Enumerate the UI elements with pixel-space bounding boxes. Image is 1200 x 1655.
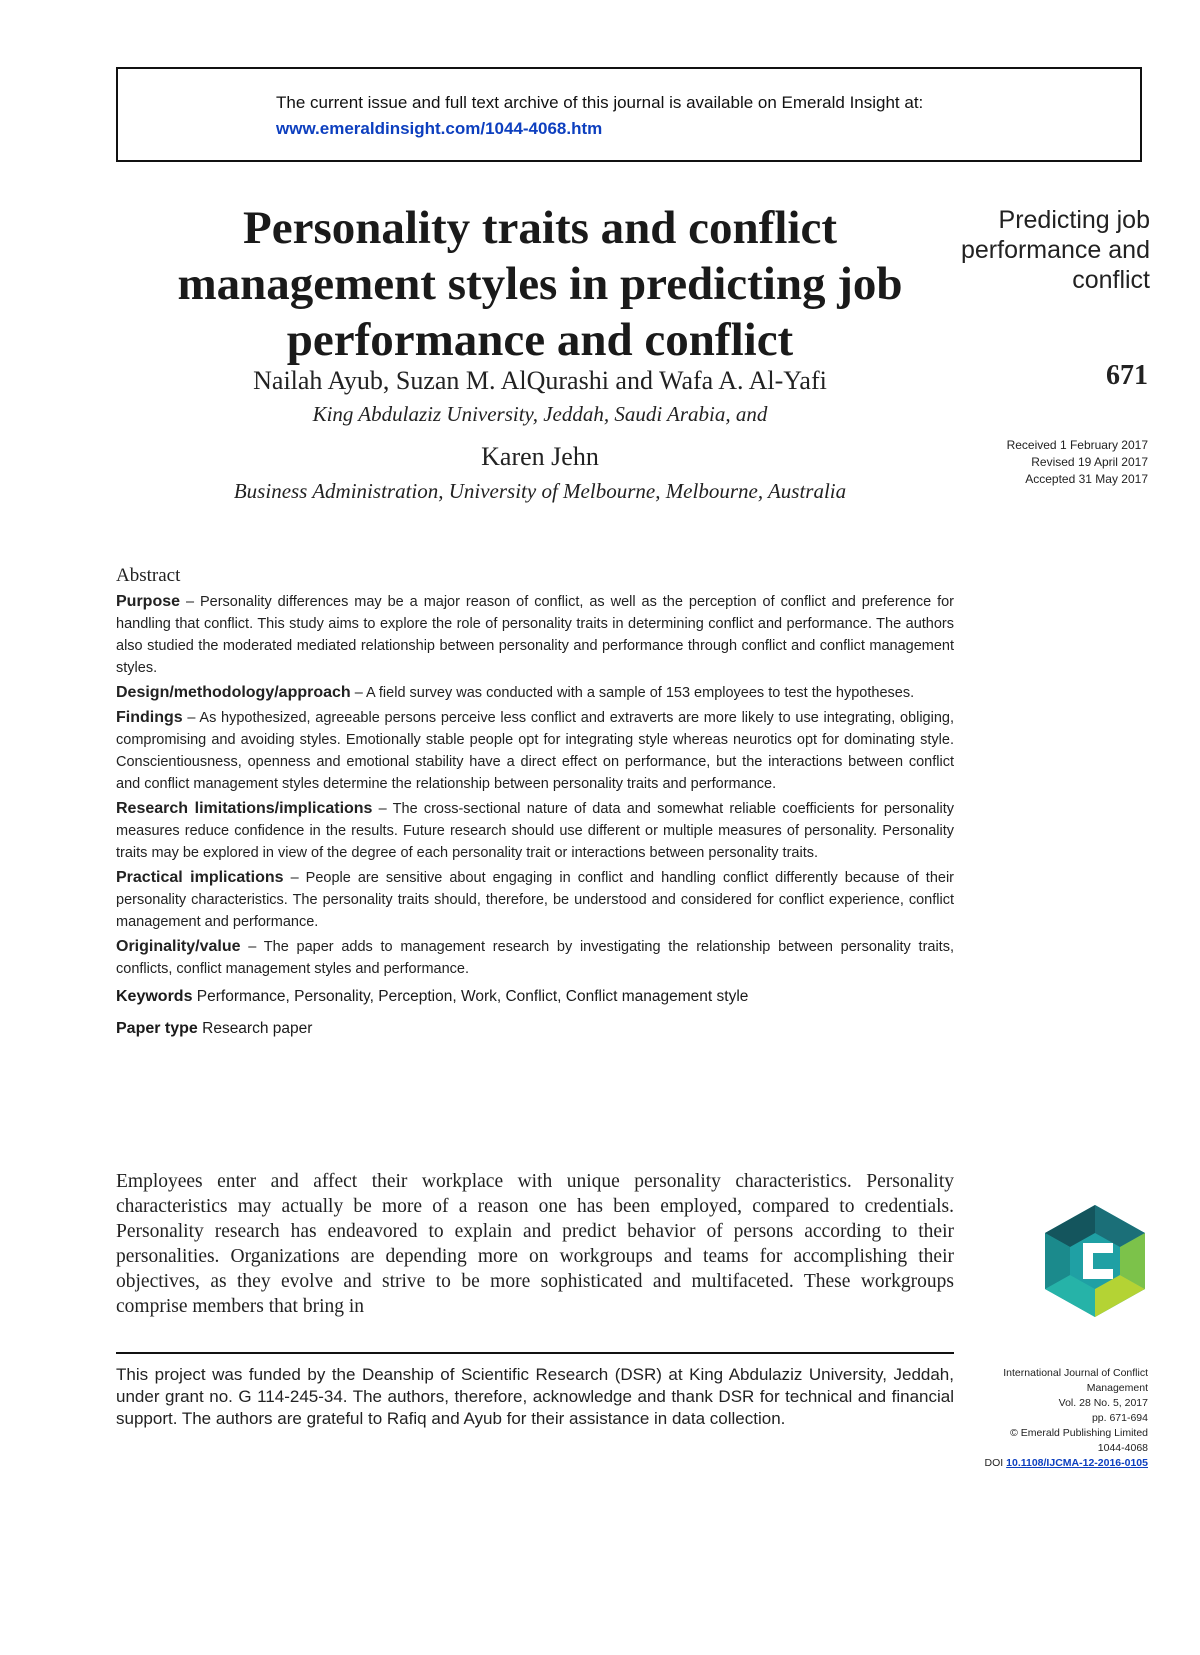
revised-date: Revised 19 April 2017: [1031, 455, 1148, 469]
running-head: Predicting job performance and conflict: [960, 206, 1150, 294]
journal-volume: Vol. 28 No. 5, 2017: [1058, 1397, 1148, 1409]
journal-name: International Journal of Conflict: [1003, 1367, 1148, 1379]
abstract-label: Design/methodology/approach: [116, 684, 351, 701]
abstract-section-practical: [116, 867, 954, 933]
affiliation-primary: King Abdulaziz University, Jeddah, Saudi Arabia, and: [312, 402, 768, 426]
doi-link[interactable]: 10.1108/IJCMA-12-2016-0105: [1006, 1457, 1148, 1469]
abstract-section-findings: [116, 707, 954, 795]
journal-pages: pp. 671-694: [1091, 1412, 1148, 1424]
journal-publisher: © Emerald Publishing Limited: [1010, 1427, 1148, 1439]
paper-title: Personality traits and conflict management styles in predicting job performance and conflict: [177, 202, 903, 366]
keywords-text: Performance, Personality, Perception, Work, Conflict, Conflict management style: [196, 988, 749, 1005]
abstract-text: – As hypothesized, agreeable persons perceive less conflict and extraverts are more likely to use integrating, obliging, compromising and avoiding styles. Emotionally stable people opt for integrating style whereas neurotics opt for dominating style. Conscientiousness, openness and emotional stability have a direct effect on performance, but the interactions between conflict and conflict management styles determine the relationship between personality traits and performance.: [116, 710, 954, 792]
paper-type-label: Paper type: [116, 1020, 198, 1037]
accepted-date: Accepted 31 May 2017: [1025, 472, 1148, 486]
journal-info: [958, 1366, 1148, 1471]
archive-notice-box: [116, 67, 1142, 162]
footnote-divider: [116, 1352, 954, 1354]
archive-url-link[interactable]: www.emeraldinsight.com/1044-4068.htm: [276, 119, 603, 138]
publisher-logo-icon: [1045, 1205, 1145, 1317]
affiliation-secondary: Business Administration, University of Melbourne, Melbourne, Australia: [233, 479, 847, 503]
paper-type-text: Research paper: [202, 1020, 313, 1037]
keywords-label: Keywords: [116, 988, 193, 1005]
author-list-secondary: Karen Jehn: [481, 442, 599, 471]
abstract-text: – A field survey was conducted with a sample of 153 employees to test the hypotheses.: [350, 685, 915, 701]
funding-footnote: This project was funded by the Deanship of Scientific Research (DSR) at King Abdulaziz University, Jeddah, under grant no. G 114-245-34. The authors, therefore, acknowledge and thank DSR for technical and financial support. The authors are grateful to Rafiq and Ayub for their assistance in data collection.: [116, 1365, 954, 1428]
page-number: 671: [1106, 360, 1148, 391]
received-date: Received 1 February 2017: [1006, 438, 1148, 452]
doi-label: DOI: [984, 1457, 1004, 1469]
journal-name-cont: Management: [1086, 1382, 1148, 1394]
abstract-text: – The cross-sectional nature of data and somewhat reliable coefficients for personality measures reduce confidence in the results. Future research should use different or multiple measures of personality. Personality traits may be explored in view of the degree of each personality trait or interactions between personality traits.: [116, 801, 955, 861]
abstract-text: – Personality differences may be a major reason of conflict, as well as the perception of conflict and preference for handling that conflict. This study aims to explore the role of personality traits in determining conflict and performance. The authors also studied the moderated mediated relationship between personality and performance through conflict and conflict management styles.: [116, 594, 954, 676]
abstract-label: Purpose: [116, 593, 181, 610]
journal-doi: [958, 1456, 1148, 1471]
abstract: [116, 565, 954, 1038]
paper-type: [116, 1020, 954, 1038]
abstract-heading: Abstract: [116, 565, 181, 586]
abstract-section-originality: [116, 936, 954, 980]
abstract-section-limitations: [116, 798, 954, 864]
abstract-text: – People are sensitive about engaging in conflict and handling conflict differently because of their personality characteristics. The personality traits should, therefore, be understood and considered for conflict experience, conflict management and performance.: [116, 870, 954, 930]
abstract-text: – The paper adds to management research by investigating the relationship between personality traits, conflicts, conflict management styles and performance.: [116, 939, 954, 977]
keywords: [116, 988, 954, 1006]
author-list-primary: Nailah Ayub, Suzan M. AlQurashi and Wafa A. Al-Yafi: [253, 366, 827, 395]
body-paragraph: Employees enter and affect their workplace with unique personality characteristics. Personality characteristics may actually be more of a reason one has been employed, compared to credentials. Personality research has endeavored to explain and predict behavior of persons according to their personalities. Organizations are depending more on workgroups and teams for accomplishing their objectives, as they evolve and strive to be more sophisticated and multifaceted. These workgroups comprise members that bring in: [116, 1171, 954, 1317]
article-dates: [948, 437, 1148, 488]
abstract-label: Practical implications: [116, 869, 284, 886]
abstract-section-design: [116, 682, 954, 704]
archive-notice-text: The current issue and full text archive of this journal is available on Emerald Insight at:: [276, 93, 924, 112]
journal-issn: 1044-4068: [1097, 1442, 1148, 1454]
abstract-label: Findings: [116, 709, 183, 726]
abstract-label: Research limitations/implications: [116, 800, 373, 817]
abstract-label: Originality/value: [116, 938, 241, 955]
abstract-section-purpose: [116, 591, 954, 679]
